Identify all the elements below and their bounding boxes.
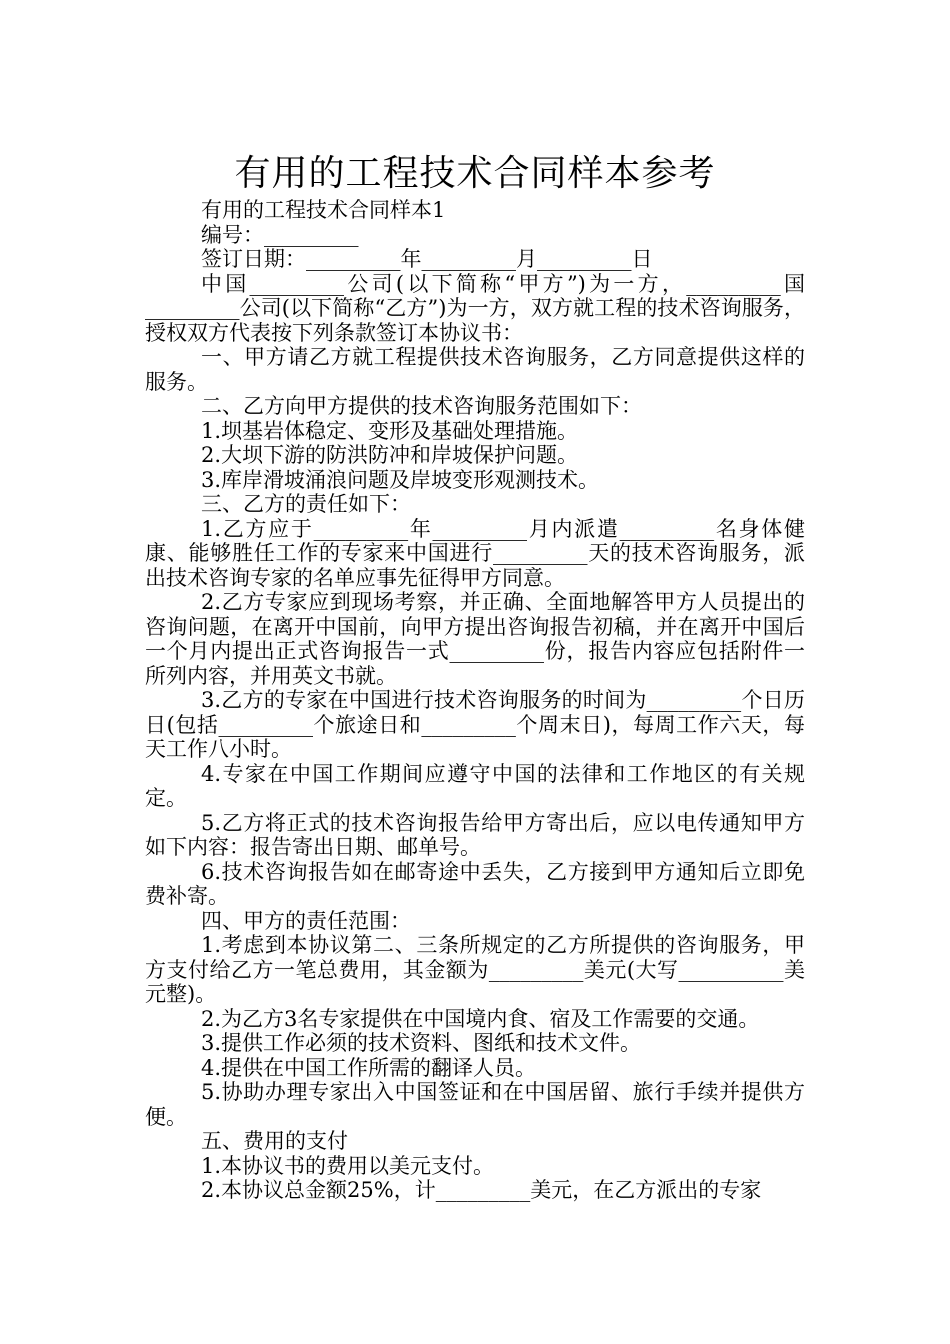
clause-4-item-5: 5.协助办理专家出入中国签证和在中国居留、旅行手续并提供方便。 (145, 1080, 805, 1129)
clause-4-item-4: 4.提供在中国工作所需的翻译人员。 (201, 1055, 537, 1080)
clause-4-item-3: 3.提供工作必须的技术资料、图纸和技术文件。 (201, 1031, 642, 1055)
clause-2-item-3: 3.库岸滑坡涌浪问题及岸坡变形观测技术。 (201, 467, 600, 492)
clause-1: 一、甲方请乙方就工程提供技术咨询服务，乙方同意提供这样的服务。 (145, 345, 805, 394)
clause-5-heading: 五、费用的支付 (201, 1129, 348, 1153)
clause-4-heading: 四、甲方的责任范围： (201, 908, 411, 933)
clause-4-item-1: 1.考虑到本协议第二、三条所规定的乙方所提供的咨询服务，甲方支付给乙方一笔总费用，其金额为_________美元(大写__________美元整)。 (145, 933, 805, 1006)
clause-3-item-4: 4.专家在中国工作期间应遵守中国的法律和工作地区的有关规定。 (145, 761, 805, 810)
sample-heading: 有用的工程技术合同样本1 (201, 198, 446, 222)
clause-3-item-6: 6.技术咨询报告如在邮寄途中丢失，乙方接到甲方通知后立即免费补寄。 (145, 859, 805, 908)
clause-5-item-2: 2.本协议总金额25%，计_________美元，在乙方派出的专家 (201, 1178, 762, 1202)
clause-5-item-1: 1.本协议书的费用以美元支付。 (201, 1153, 495, 1178)
clause-3-item-1: 1.乙方应于_________年_________月内派遣_________名身体健康、能够胜任工作的专家来中国进行_________天的技术咨询服务，派出技术咨询专家的名单应事先征得甲方同意。 (145, 516, 805, 590)
clause-3-heading: 三、乙方的责任如下： (201, 492, 411, 516)
clause-2-item-2: 2.大坝下游的防洪防冲和岸坡保护问题。 (201, 443, 579, 467)
signing-date: 签订日期：_________年_________月_________日 (201, 247, 653, 271)
document-title: 有用的工程技术合同样本参考 (234, 153, 716, 195)
contract-number: 编号：_________ (201, 222, 359, 247)
clause-2-heading: 二、乙方向甲方提供的技术咨询服务范围如下： (201, 394, 642, 418)
clause-3-item-5: 5.乙方将正式的技术咨询报告给甲方寄出后，应以电传通知甲方如下内容：报告寄出日期、邮单号。 (145, 810, 805, 859)
parties-paragraph: 中国_________公司(以下简称“甲方”)为一方，_________国_________公司(以下简称“乙方”)为一方，双方就工程的技术咨询服务，授权双方代表按下列条款签订本协议书： (145, 271, 805, 345)
clause-2-item-1: 1.坝基岩体稳定、变形及基础处理措施。 (201, 418, 579, 443)
clause-3-item-2: 2.乙方专家应到现场考察，并正确、全面地解答甲方人员提出的咨询问题，在离开中国前，向甲方提出咨询报告初稿，并在离开中国后一个月内提出正式咨询报告一式_________份，报告内容应包括附件一所列内容，并用英文书就。 (145, 590, 805, 688)
clause-3-item-3: 3.乙方的专家在中国进行技术咨询服务的时间为_________个日历日(包括_________个旅途日和_________个周末日)，每周工作六天，每天工作八小时。 (145, 688, 805, 761)
document-body (145, 198, 805, 1203)
clause-4-item-2: 2.为乙方3名专家提供在中国境内食、宿及工作需要的交通。 (201, 1006, 760, 1031)
